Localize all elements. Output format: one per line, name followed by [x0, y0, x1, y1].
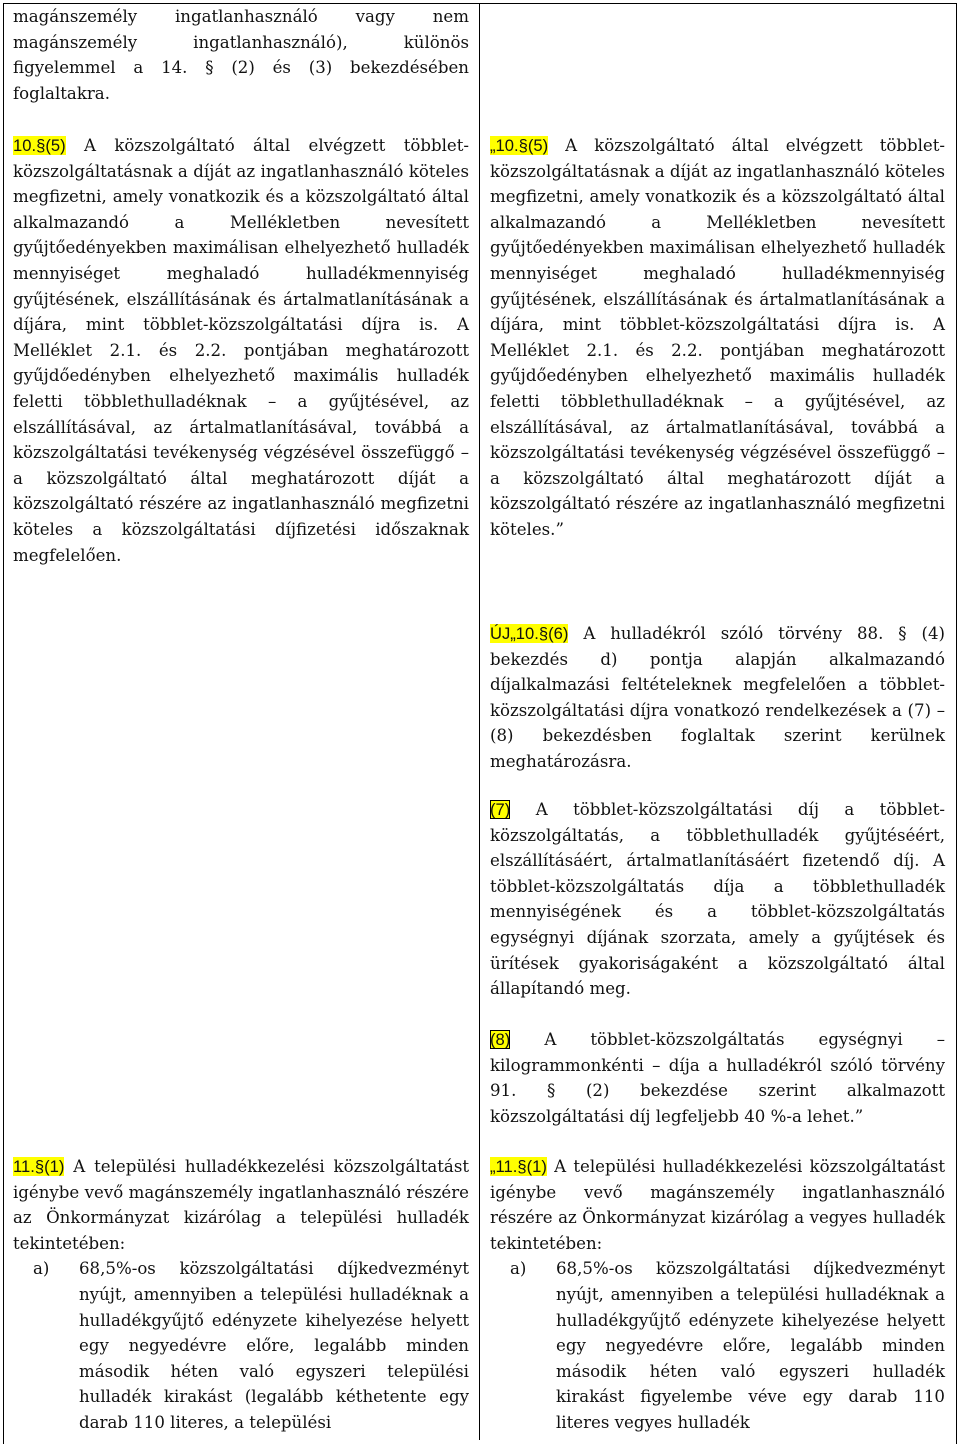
left-section-10-text: A közszolgáltató által elvégzett többlet-közszolgáltatásnak a díját az ingatlanhasználó köteles megfizetni, amely vonatkozik és a közszolgáltató által alkalmazandó a Mellékletben nevesített gyűjtőedényekben maximálisan elhelyezhető hulladék mennyiséget meghaladó hulladékmennyiség gyűjtésének, elszállításának és ártalmatlanításának a díjára, mint többlet-közszolgáltatási díjra is. A Melléklet 2.1. és 2.2. pontjában meghatározott gyűjdőedényben elhelyezhető maximális hulladék feletti többlethulladéknak – a gyűjtésével, az elszállításával, az ártalmatlanításával, továbbá a közszolgáltatási tevékenység végzésével összefüggő – a közszolgáltató által meghatározott díját a közszolgáltató részére az ingatlanhasználó megfizetni köteles a közszolgáltatási díjfizetési időszaknak megfelelően.: [13, 136, 470, 565]
left-section-10-paragraph-mark: (5): [45, 136, 66, 155]
right-section-11-intro: [490, 1154, 945, 1256]
right-section-11-text: A települési hulladékkezelési közszolgáltatást igénybe vevő magánszemély ingatlanhasználó részére az Önkormányzat kizárólag a vegyes hulladék tekintetében:: [490, 1157, 946, 1253]
right-section-10-6-prefix: ÚJ„10.: [490, 624, 539, 643]
right-section-11-sign: §: [517, 1157, 527, 1176]
right-section-10-paragraph-mark: (5): [527, 136, 549, 155]
left-intro-paragraph: [13, 4, 469, 106]
left-section-11-text: A települési hulladékkezelési közszolgáltatást igénybe vevő magánszemély ingatlanhasználó részére az Önkormányzat kizárólag a települési hulladék tekintetében:: [13, 1157, 469, 1253]
right-section-10-8-text: A többlet-közszolgáltatás egységnyi – kilogrammonkénti – díja a hulladékról szóló törvény 91. § (2) bekezdése szerint alkalmazott közszolgáltatási díj legfeljebb 40 %-a lehet.”: [490, 1030, 945, 1126]
right-section-10-5-paragraph: [490, 133, 945, 543]
left-section-11-number: 11.: [13, 1157, 35, 1176]
right-section-10-6-text: A hulladékról szóló törvény 88. § (4) bekezdés d) pontja alapján alkalmazandó díjalkalmazási feltételeknek megfelelően a többlet-közszolgáltatási díjra vonatkozó rendelkezések a (7) – (8) bekezdésben foglaltak szerint kerülnek meghatározásra.: [490, 624, 945, 771]
right-section-10-8-paragraph-mark: (8): [490, 1030, 511, 1049]
left-item-a-text: 68,5%-os közszolgáltatási díjkedvezményt nyújt, amennyiben a települési hulladéknak a hulladékgyűjtő edényzete kihelyezése helyett egy negyedévre előre, legalább minden második héten való egyszeri települési hulladék kirakást (legalább kéthetente egy darab 110 literes, a települési: [79, 1259, 469, 1432]
right-section-11-paragraph-mark: (1): [526, 1157, 547, 1176]
left-item-a-label: a): [33, 1259, 50, 1279]
right-section-10-text: A közszolgáltató által elvégzett többlet-közszolgáltatásnak a díját az ingatlanhasználó köteles megfizetni, amely vonatkozik és a közszolgáltató által alkalmazandó a Mellékletben nevesített gyűjtőedényekben maximálisan elhelyezhető hulladék mennyiséget meghaladó hulladékmennyiség gyűjtésének, elszállításának és ártalmatlanításának a díjára, mint többlet-közszolgáltatási díjra is. A Melléklet 2.1. és 2.2. pontjában meghatározott gyűjdőedényben elhelyezhető maximális hulladék feletti többlethulladéknak – a gyűjtésével, az elszállításával, az ártalmatlanításával, továbbá a közszolgáltatási tevékenység végzésével összefüggő – a közszolgáltató által meghatározott díját a közszolgáltató részére az ingatlanhasználó megfizetni köteles.”: [490, 136, 945, 539]
right-section-10-7-paragraph-mark: (7): [490, 800, 511, 819]
right-section-10-6-paragraph: [490, 621, 945, 775]
right-item-a-label: a): [510, 1259, 527, 1279]
right-section-10-7-text: A többlet-közszolgáltatási díj a többlet-közszolgáltatás, a többlethulladék gyűjtéséért, elszállításáért, ártalmatlanításáért fizetendő díj. A többlet-közszolgáltatás díja a többlethulladék mennyiségének és a többlet-közszolgáltatás egységnyi díjának szorzata, amely a gyűjtések és ürítések gyakoriságaként a közszolgáltató által állapítandó meg.: [490, 800, 945, 999]
right-section-11-paragraph: [490, 1154, 945, 1436]
right-section-10-number: „10.: [490, 136, 519, 155]
left-section-11-intro: [13, 1154, 469, 1256]
column-divider: [479, 3, 480, 1440]
right-section-10-sign: §: [518, 136, 528, 155]
right-section-11-item-a: [490, 1256, 945, 1435]
right-section-10-7-paragraph: [490, 797, 945, 1002]
left-section-10-number: 10.: [13, 136, 37, 155]
left-section-10-paragraph: [13, 133, 469, 568]
left-section-11-paragraph-mark: (1): [44, 1157, 65, 1176]
right-section-10-6-sign: §: [538, 624, 549, 643]
right-section-10-8-paragraph: [490, 1027, 945, 1129]
left-section-11-item-a: [13, 1256, 469, 1435]
right-item-a-text: 68,5%-os közszolgáltatási díjkedvezményt nyújt, amennyiben a települési hulladéknak a hulladékgyűjtő edényzete kihelyezése helyett egy negyedévre előre, legalább minden második héten való egyszeri hulladék kirakást figyelembe véve egy darab 110 literes vegyes hulladék: [556, 1259, 945, 1432]
left-intro-text: magánszemély ingatlanhasználó vagy nem magánszemély ingatlanhasználó), különös figyelemmel a 14. § (2) és (3) bekezdésében foglaltakra.: [13, 7, 469, 103]
left-section-11-paragraph: [13, 1154, 469, 1436]
right-section-10-6-paragraph-mark: (6): [548, 624, 569, 643]
left-section-10-sign: §: [36, 136, 46, 155]
left-section-11-sign: §: [34, 1157, 45, 1176]
right-section-11-number: „11.: [490, 1157, 518, 1176]
